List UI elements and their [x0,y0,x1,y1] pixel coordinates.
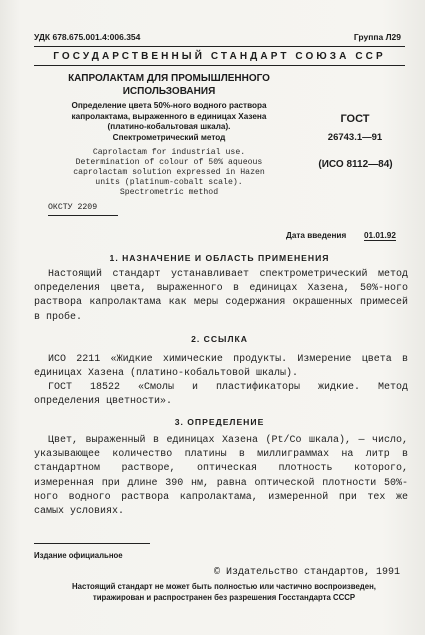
english-line: Spectrometric method [119,187,219,197]
okstu-code: ОКСТУ 2209 [48,203,98,212]
section-paragraph: ГОСТ 18522 «Смолы и пластификаторы жидкие. Метод определения цветности». [34,382,408,408]
intro-date-label: Дата введения [286,231,347,240]
reproduction-notice [34,582,414,603]
english-line: caprolactam solution expressed in Hazen [73,167,265,177]
section-paragraph: ИСО 2211 «Жидкие химические продукты. Измерение цвета в единицах Хазена (платино-кобальтовой шкалы). [34,354,408,380]
title-line: ИСПОЛЬЗОВАНИЯ [122,86,216,97]
footer-rule [34,543,150,544]
subtitle-line: капролактама, выраженного в единицах Хазена [71,111,267,121]
intro-date-value: 01.01.92 [364,231,396,240]
english-line: units (platinum-cobalt scale). [95,177,243,187]
document-title [44,72,294,98]
iso-reference: (ИСО 8112—84) [318,159,393,170]
header-rule-bottom [34,65,405,66]
udk-code: УДК 678.675.001.4:006.354 [34,32,141,42]
subtitle-line: Определение цвета 50%-ного водного раствора [71,101,267,110]
gost-number: 26743.1—91 [327,132,383,143]
subtitle-line: Спектрометрический метод [112,132,226,142]
official-edition-label: Издание официальное [34,551,123,560]
english-title [44,148,294,198]
section-heading: 2. ССЫЛКА [191,334,248,344]
section-paragraph: Цвет, выраженный в единицах Хазена (Pt/Co шкала), — число, указывающее количество платины в миллиграммах на литр в стандартном растворе, оптическая плотность которого, измеренная при длине 390 нм, равна оптической плотности 50%-ного водного раствора капролактама, измеренной при тех же самых условиях. [34,435,408,518]
english-line: Caprolactam for industrial use. [92,148,246,157]
okstu-rule [48,215,118,216]
group-code: Группа Л29 [353,32,401,42]
section-paragraph: Настоящий стандарт устанавливает спектрометрический метод определения цвета, выраженного в единицах Хазена, 50%-ного раствора капролактама как меры содержания окрашенных примесей в пробе. [34,269,408,323]
english-line: Determination of colour of 50% aqueous [75,157,263,167]
header-rule-top [34,46,405,47]
document-subtitle [34,101,304,143]
title-line: КАПРОЛАКТАМ ДЛЯ ПРОМЫШЛЕННОГО [68,73,270,84]
section-heading: 3. ОПРЕДЕЛЕНИЕ [174,417,265,427]
subtitle-line: (платино-кобальтовая шкала). [107,122,231,131]
notice-line: тиражирован и распространен без разрешения Госстандарта СССР [92,592,356,602]
gost-label: ГОСТ [340,113,370,125]
section-heading: 1. НАЗНАЧЕНИЕ И ОБЛАСТЬ ПРИМЕНЕНИЯ [109,253,330,263]
notice-line: Настоящий стандарт не может быть полностью или частично воспроизведен, [72,582,376,591]
copyright-notice: © Издательство стандартов, 1991 [214,567,401,578]
standard-line: ГОСУДАРСТВЕННЫЙ СТАНДАРТ СОЮЗА ССР [53,51,386,62]
